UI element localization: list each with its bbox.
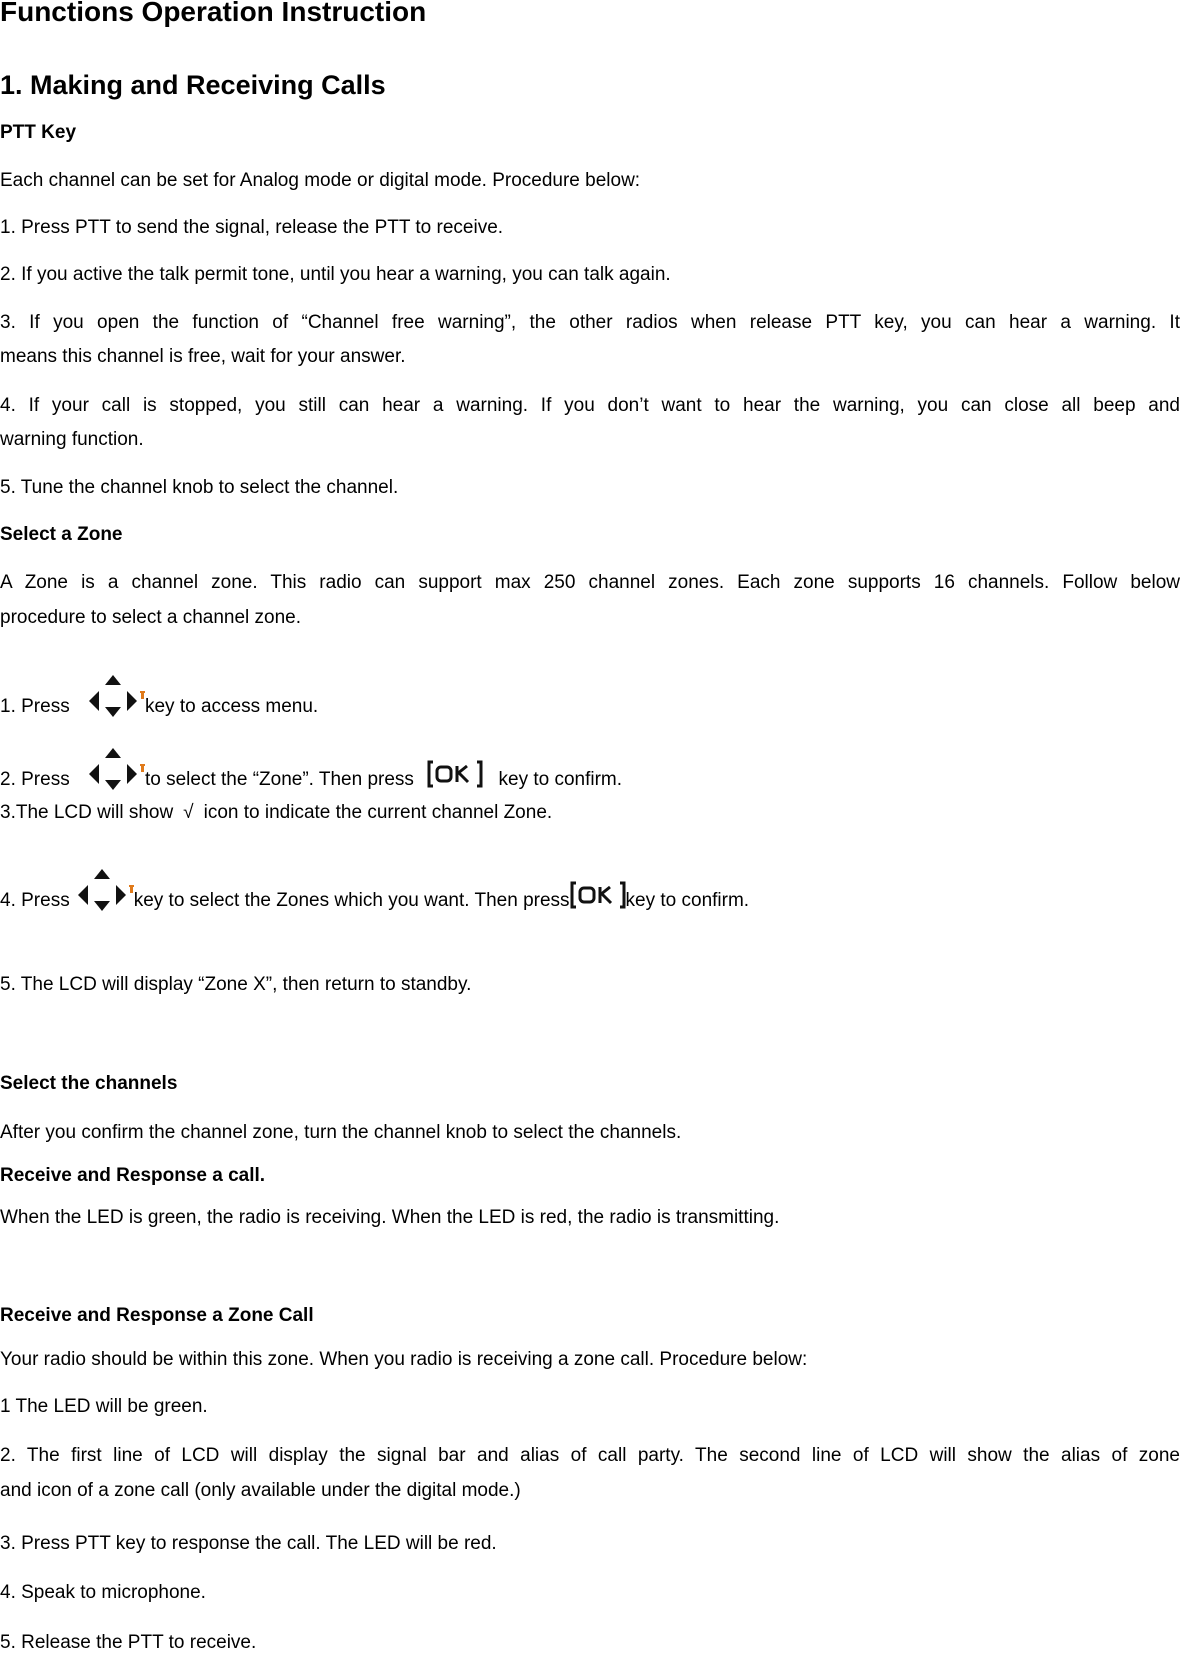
zone-step-4 bbox=[0, 875, 749, 927]
zone-step-2-prefix: 2. Press bbox=[0, 769, 70, 791]
zone-intro-line2: procedure to select a channel zone. bbox=[0, 607, 302, 628]
receive-call-text: When the LED is green, the radio is receiving. When the LED is red, the radio is transmitting. bbox=[0, 1207, 780, 1228]
ptt-key-heading: PTT Key bbox=[0, 122, 77, 143]
zone-intro-line1: A Zone is a channel zone. This radio can support max 250 channel zones. Each zone supports 16 channels. Follow below bbox=[0, 572, 1180, 593]
select-channels-heading: Select the channels bbox=[0, 1073, 178, 1094]
ok-key-icon bbox=[427, 759, 483, 789]
zone-call-heading: Receive and Response a Zone Call bbox=[0, 1305, 314, 1326]
ptt-step-4-line2: warning function. bbox=[0, 429, 144, 450]
zone-call-step-4: 4. Speak to microphone. bbox=[0, 1582, 206, 1603]
ptt-step-1: 1. Press PTT to send the signal, release the PTT to receive. bbox=[0, 217, 504, 238]
zone-step-1 bbox=[0, 681, 318, 733]
zone-step-1-suffix: key to access menu. bbox=[144, 696, 319, 718]
zone-call-step-2-line1: 2. The first line of LCD will display the signal bar and alias of call party. The second line of LCD will show the alias of zone bbox=[0, 1445, 1180, 1466]
zone-step-4-middle: key to select the Zones which you want. Then press bbox=[133, 890, 570, 912]
zone-step-3-suffix: icon to indicate the current channel Zone. bbox=[203, 802, 553, 823]
zone-call-step-3: 3. Press PTT key to response the call. The LED will be red. bbox=[0, 1533, 497, 1554]
zone-step-2 bbox=[0, 754, 622, 806]
ptt-step-4-line1: 4. If your call is stopped, you still can hear a warning. If you don’t want to hear the warning, you can close all beep and bbox=[0, 395, 1180, 416]
ptt-step-5: 5. Tune the channel knob to select the channel. bbox=[0, 477, 399, 498]
receive-call-heading: Receive and Response a call. bbox=[0, 1165, 266, 1186]
zone-step-2-suffix: key to confirm. bbox=[498, 769, 623, 791]
zone-step-3-prefix: 3.The LCD will show bbox=[0, 802, 174, 823]
nav-arrows-icon bbox=[81, 673, 145, 725]
page-title: Functions Operation Instruction bbox=[0, 0, 427, 27]
zone-step-4-prefix: 4. Press bbox=[0, 890, 70, 912]
ptt-step-2: 2. If you active the talk permit tone, until you hear a warning, you can talk again. bbox=[0, 264, 671, 285]
checkmark-icon: √ bbox=[183, 802, 194, 823]
section-heading: 1. Making and Receiving Calls bbox=[0, 70, 386, 100]
zone-step-2-middle: to select the “Zone”. Then press bbox=[144, 769, 414, 791]
select-channels-text: After you confirm the channel zone, turn the channel knob to select the channels. bbox=[0, 1122, 682, 1143]
zone-step-4-suffix: key to confirm. bbox=[625, 890, 750, 912]
zone-call-intro: Your radio should be within this zone. When you radio is receiving a zone call. Procedure below: bbox=[0, 1349, 808, 1370]
select-zone-heading: Select a Zone bbox=[0, 524, 123, 545]
zone-step-3 bbox=[0, 801, 552, 825]
ptt-step-3-line2: means this channel is free, wait for your answer. bbox=[0, 346, 406, 367]
ptt-step-3-line1: 3. If you open the function of “Channel free warning”, the other radios when release PTT key, you can hear a warning. It bbox=[0, 312, 1180, 333]
nav-arrows-icon bbox=[81, 746, 145, 798]
ptt-intro: Each channel can be set for Analog mode or digital mode. Procedure below: bbox=[0, 170, 641, 191]
zone-call-step-2-line2: and icon of a zone call (only available under the digital mode.) bbox=[0, 1480, 521, 1501]
nav-arrows-icon bbox=[70, 867, 134, 919]
zone-call-step-1: 1 The LED will be green. bbox=[0, 1396, 208, 1417]
zone-step-1-prefix: 1. Press bbox=[0, 696, 70, 718]
ok-key-icon bbox=[570, 880, 626, 910]
zone-step-5: 5. The LCD will display “Zone X”, then return to standby. bbox=[0, 974, 472, 995]
zone-call-step-5: 5. Release the PTT to receive. bbox=[0, 1632, 257, 1653]
